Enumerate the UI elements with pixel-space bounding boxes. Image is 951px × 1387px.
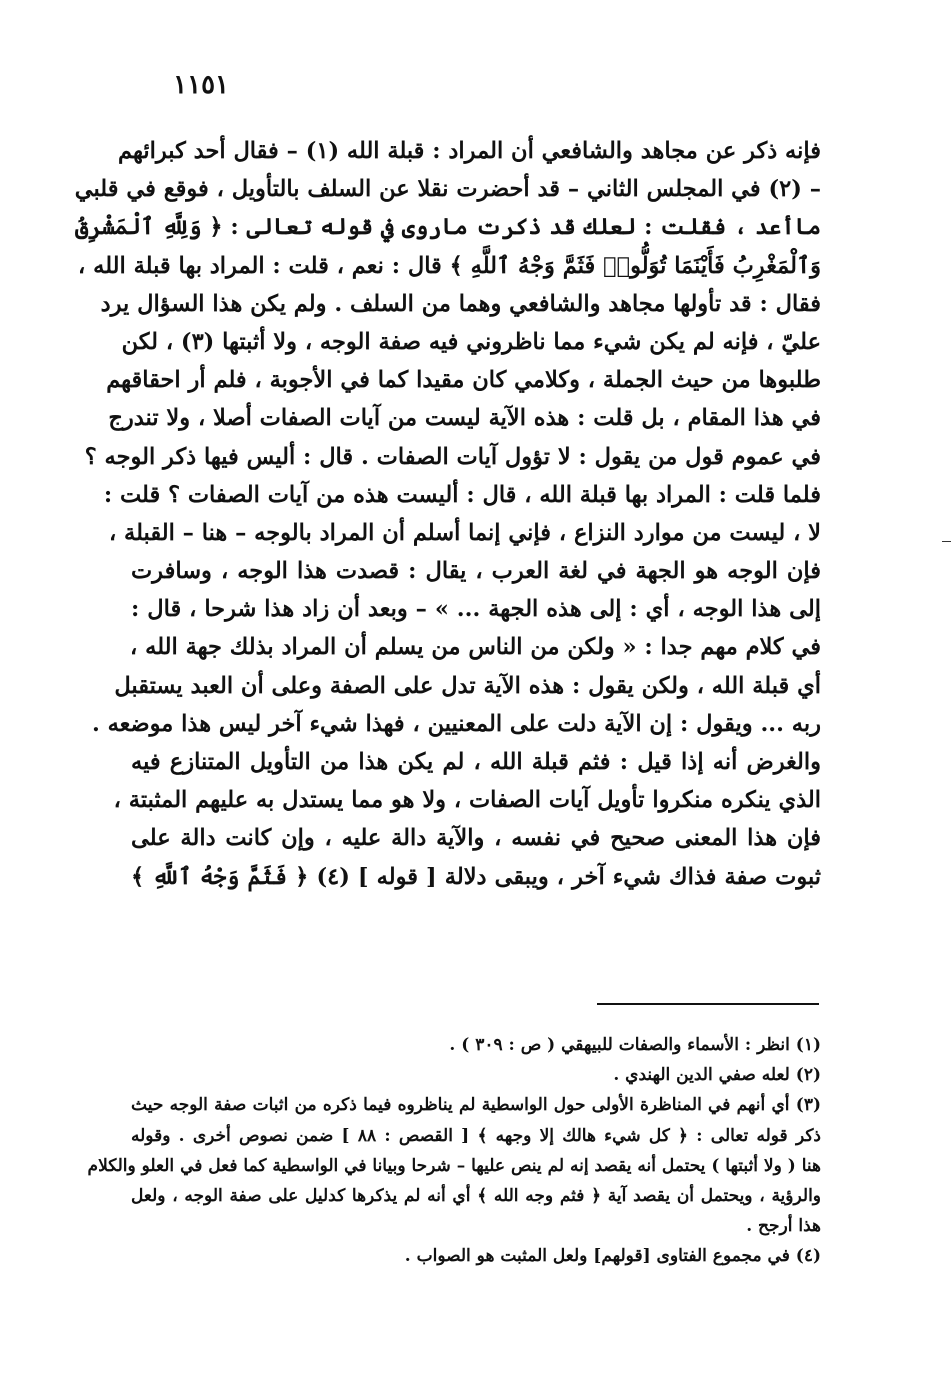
footnotes xyxy=(87,1030,821,1272)
text-line: فإن هذا المعنى صحيح في نفسه ، والآية دالة عليه ، وإن كانت دالة على xyxy=(131,825,821,852)
page-number: ١١٥١ xyxy=(173,70,229,100)
footnote-line: هذا أرجح . xyxy=(746,1216,821,1237)
margin-mark xyxy=(942,541,951,542)
text-line: في كلام مهم جدا : « ولكن من الناس من يسلم أن المراد بذلك جهة الله ، xyxy=(130,634,821,661)
text-line: طلبوها من حيث الجملة ، وكلامي كان مقيدا كما في الأجوبة ، فلم أر احقاقهم xyxy=(106,367,821,394)
text-line: فإنه ذكر عن مجاهد والشافعي أن المراد : قبلة الله (١) – فقال أحد كبرائهم xyxy=(118,138,821,164)
text-line: في عموم قول من يقول : لا تؤول آيات الصفات . قال : أليس فيها ذكر الوجه ؟ xyxy=(84,443,821,470)
main-text xyxy=(74,132,822,896)
footnote-divider xyxy=(597,1003,819,1005)
text-line: ثبوت صفة فذاك شيء آخر ، ويبقى دلالة [ قوله ] (٤) ﴿ فَثَمَّ وَجْهُ ٱللَّهِ ﴾ xyxy=(131,863,822,890)
text-line: في هذا المقام ، بل قلت : هذه الآية ليست من آيات الصفات أصلا ، ولا تندرج xyxy=(108,405,821,432)
text-line: إلى هذا الوجه ، أي : إلى هذه الجهة ... » – وبعد أن زاد هذا شرحا ، قال : xyxy=(131,596,821,623)
footnote-line: ذكر قوله تعالى : ﴿ كل شيء هالك إلا وجهه ﴾ [ القصص : ٨٨ ] ضمن نصوص أخرى . وقوله xyxy=(131,1125,821,1146)
footnote-line: (١) انظر : الأسماء والصفات للبيهقي ( ص : ٣٠٩ ) . xyxy=(449,1035,821,1055)
text-line: فلما قلت : المراد بها قبلة الله ، قال : أليست هذه من آيات الصفات ؟ قلت : xyxy=(103,481,821,508)
text-line: فإن الوجه هو الجهة في لغة العرب ، يقال : قصدت هذا الوجه ، وسافرت xyxy=(131,558,821,585)
footnote-line: (٣) أي أنهم في المناظرة الأولى حول الواسطية لم يناظروه فيما ذكره من اثبات صفة الوجه حيث xyxy=(131,1095,821,1116)
footnote-line: (٢) لعله صفي الدين الهندي . xyxy=(613,1065,821,1086)
text-line: لا ، ليست من موارد النزاع ، فإني إنما أسلم أن المراد بالوجه – هنا – القبلة ، xyxy=(108,519,821,546)
text-line: أي قبلة الله ، ولكن يقول : هذه الآية تدل على الصفة وعلى أن العبد يستقبل xyxy=(114,672,821,699)
text-line: والغرض أنه إذا قيل : فثم قبلة الله ، لم يكن هذا من التأويل المتنازع فيه xyxy=(131,749,821,775)
text-line: عليّ ، فإنه لم يكن شيء مما ناظروني فيه صفة الوجه ، ولا أثبتها (٣) ، لكن xyxy=(121,328,821,355)
footnote-line: (٤) في مجموع الفتاوى [قولهم] ولعل المثبت هو الصواب . xyxy=(404,1246,821,1267)
footnote-line: والرؤية ، ويحتمل أن يقصد آية ﴿ فثم وجه الله ﴾ أي أنه لم يذكرها كدليل على صفة الوجه ، ولعل xyxy=(131,1185,821,1206)
text-line: ربه ... ويقول : إن الآية دلت على المعنيين ، فهذا شيء آخر ليس هذا موضعه . xyxy=(91,710,821,737)
text-line: فقال : قد تأولها مجاهد والشافعي وهما من السلف . ولم يكن هذا السؤال يرد xyxy=(100,290,821,317)
text-line: – (٢) في المجلس الثاني – قد أحضرت نقلا عن السلف بالتأويل ، فوقع في قلبي xyxy=(74,176,821,203)
text-line: ماأعد ، فقلت : لعلك قد ذكرت ماروى في قوله تعالى : ﴿ وَلِلَّهِ ٱلْمَشْرِقُ xyxy=(75,214,821,241)
text-line: وَٱلْمَغْرِبُ فَأَيْنَمَا تُوَلُّوا۟ فَثَمَّ وَجْهُ ٱللَّهِ ﴾ قال : نعم ، قلت : المراد بها قبلة الله ، xyxy=(78,252,821,279)
text-line: الذي ينكره منكروا تأويل آيات الصفات ، ولا هو مما يستدل به عليهم المثبتة ، xyxy=(113,787,821,814)
footnote-line: هنا ( ولا أثبتها ) يحتمل أنه يقصد إنه لم ينص عليها – شرحا وبيانا في الواسطية كما فعل في العلو والكلام xyxy=(87,1155,821,1176)
